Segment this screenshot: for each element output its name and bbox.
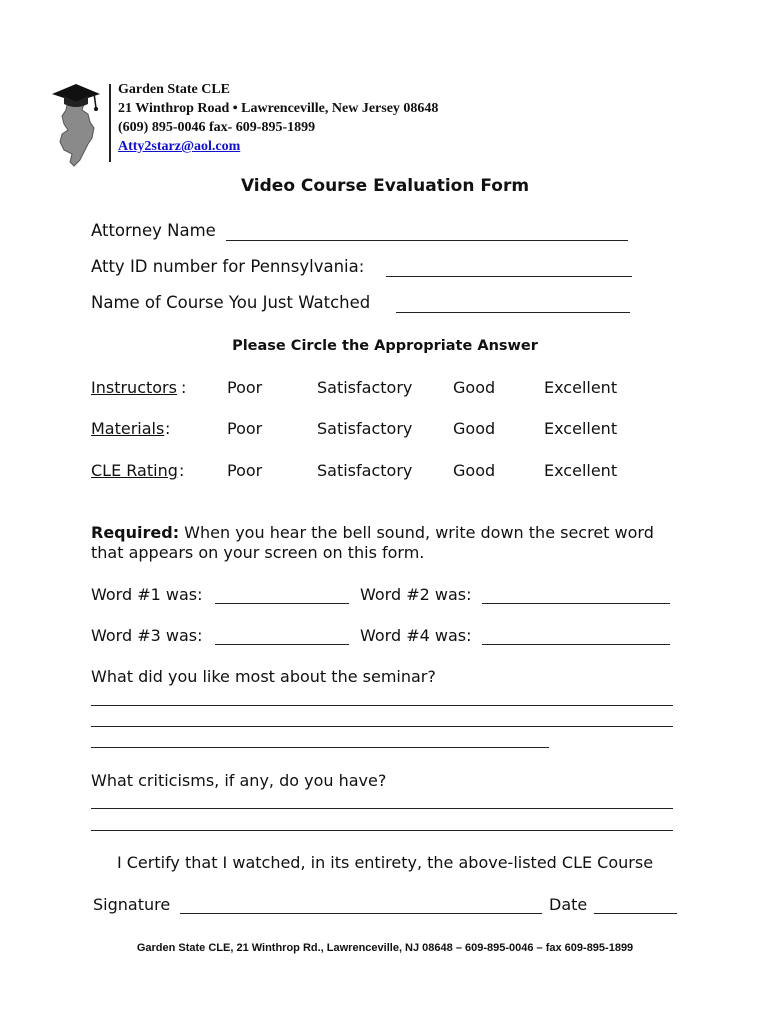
- word-2-field[interactable]: [482, 603, 670, 604]
- required-label: Required:: [91, 523, 180, 542]
- liked-most-line-1[interactable]: [91, 705, 673, 706]
- company-email-link[interactable]: Atty2starz@aol.com: [118, 139, 241, 154]
- certification-statement: I Certify that I watched, in its entirety, the above-listed CLE Course: [116, 853, 654, 872]
- rating-label: Materials: [91, 419, 165, 438]
- attorney-name-field[interactable]: [226, 240, 628, 241]
- option-good[interactable]: Good: [453, 378, 496, 397]
- option-poor[interactable]: Poor: [227, 461, 263, 480]
- word-2-label: Word #2 was:: [360, 585, 472, 604]
- course-name-label: Name of Course You Just Watched: [91, 293, 371, 312]
- word-4-label: Word #4 was:: [360, 626, 472, 645]
- option-poor[interactable]: Poor: [227, 378, 263, 397]
- word-3-label: Word #3 was:: [91, 626, 203, 645]
- signature-label: Signature: [93, 895, 171, 914]
- option-excellent[interactable]: Excellent: [544, 378, 618, 397]
- rating-label: Instructors: [91, 378, 177, 397]
- option-satisfactory[interactable]: Satisfactory: [317, 419, 413, 438]
- option-good[interactable]: Good: [453, 419, 496, 438]
- liked-most-line-2[interactable]: [91, 726, 673, 727]
- word-3-field[interactable]: [215, 644, 349, 645]
- form-title: Video Course Evaluation Form: [240, 176, 530, 196]
- option-poor[interactable]: Poor: [227, 419, 263, 438]
- company-phone: (609) 895-0046 fax- 609-895-1899: [118, 120, 316, 135]
- rating-colon: :: [181, 378, 187, 397]
- rating-colon: :: [179, 461, 185, 480]
- page-footer: Garden State CLE, 21 Winthrop Rd., Lawrenceville, NJ 08648 – 609-895-0046 – fax 609-895-1899: [136, 942, 634, 954]
- company-name: Garden State CLE: [118, 82, 230, 97]
- nj-graduation-cap-logo: [50, 78, 102, 168]
- criticisms-question: What criticisms, if any, do you have?: [91, 771, 387, 790]
- date-field[interactable]: [594, 913, 677, 914]
- liked-most-question: What did you like most about the seminar?: [91, 667, 436, 686]
- word-4-field[interactable]: [482, 644, 670, 645]
- course-name-field[interactable]: [396, 312, 630, 313]
- atty-id-label: Atty ID number for Pennsylvania:: [91, 257, 365, 276]
- option-excellent[interactable]: Excellent: [544, 419, 618, 438]
- header-divider: [109, 84, 111, 162]
- atty-id-field[interactable]: [386, 276, 632, 277]
- option-excellent[interactable]: Excellent: [544, 461, 618, 480]
- circle-instruction: Please Circle the Appropriate Answer: [232, 338, 538, 354]
- rating-label: CLE Rating: [91, 461, 178, 480]
- attorney-name-label: Attorney Name: [91, 221, 216, 240]
- word-1-field[interactable]: [215, 603, 349, 604]
- signature-field[interactable]: [180, 913, 542, 914]
- option-satisfactory[interactable]: Satisfactory: [317, 378, 413, 397]
- required-text-line1: When you hear the bell sound, write down the secret word: [179, 523, 654, 542]
- criticisms-line-2[interactable]: [91, 830, 673, 831]
- liked-most-line-3[interactable]: [91, 747, 549, 748]
- option-good[interactable]: Good: [453, 461, 496, 480]
- rating-colon: :: [165, 419, 171, 438]
- option-satisfactory[interactable]: Satisfactory: [317, 461, 413, 480]
- date-label: Date: [549, 895, 588, 914]
- criticisms-line-1[interactable]: [91, 808, 673, 809]
- word-1-label: Word #1 was:: [91, 585, 203, 604]
- required-paragraph: [91, 523, 654, 563]
- required-text-line2: that appears on your screen on this form.: [91, 543, 425, 562]
- company-address: 21 Winthrop Road • Lawrenceville, New Jersey 08648: [118, 101, 439, 116]
